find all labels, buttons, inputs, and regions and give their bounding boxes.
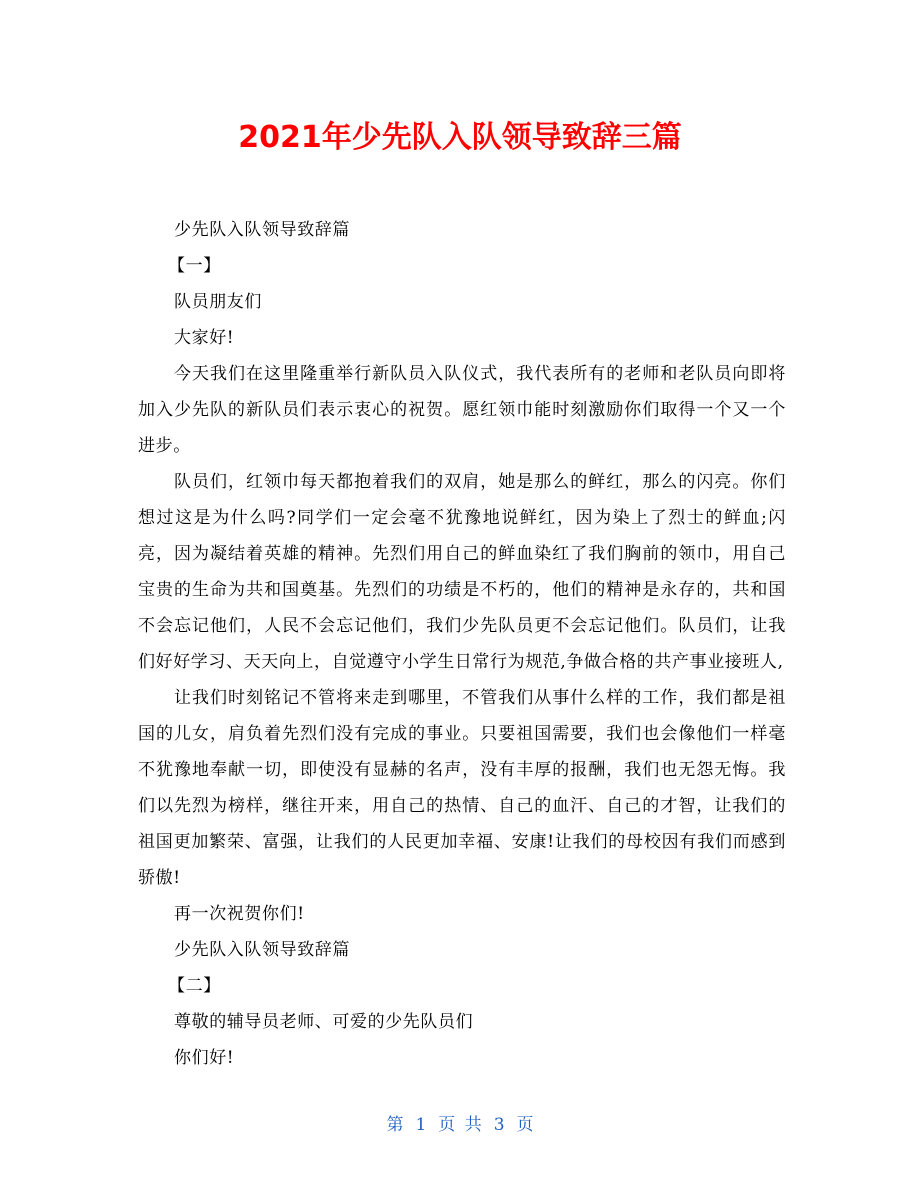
greeting-2: 你们好! [174, 1048, 235, 1068]
section-number-1: 【一】 [168, 256, 221, 276]
footer-prefix: 第 [386, 1115, 404, 1135]
salutation-1: 队员朋友们 [174, 292, 262, 312]
footer-suffix: 页 [516, 1115, 534, 1135]
body-paragraph: 让我们时刻铭记不管将来走到哪里，不管我们从事什么样的工作，我们都是祖国的儿女，肩负着先烈们没有完成的事业。只要祖国需要，我们也会像他们一样毫不犹豫地奉献一切，即使没有显赫的名声，没有丰厚的报酬，我们也无怨无悔。我们以先烈为榜样，继往开来，用自己的热情、自己的血汗、自己的才智，让我们的祖国更加繁荣、富强，让我们的人民更加幸福、安康!让我们的母校因有我们而感到骄傲! [138, 688, 786, 888]
footer-page-number: 1 [415, 1115, 427, 1135]
greeting-1: 大家好! [174, 328, 235, 348]
body-paragraph: 今天我们在这里隆重举行新队员入队仪式，我代表所有的老师和老队员向即将加入少先队的新队员们表示衷心的祝贺。愿红领巾能时刻激励你们取得一个又一个进步。 [138, 364, 786, 456]
section-number-2: 【二】 [168, 976, 221, 996]
document-title: 2021年少先队入队领导致辞三篇 [238, 120, 682, 155]
body-paragraph: 队员们，红领巾每天都抱着我们的双肩，她是那么的鲜红，那么的闪亮。你们想过这是为什么吗?同学们一定会毫不犹豫地说鲜红，因为染上了烈士的鲜血;闪亮，因为凝结着英雄的精神。先烈们用自己的鲜血染红了我们胸前的领巾，用自己宝贵的生命为共和国奠基。先烈们的功绩是不朽的，他们的精神是永存的，共和国不会忘记他们，人民不会忘记他们，我们少先队员更不会忘记他们。队员们，让我们好好学习、天天向上，自觉遵守小学生日常行为规范,争做合格的共产事业接班人, [138, 472, 786, 672]
page-footer [0, 1110, 920, 1140]
salutation-2: 尊敬的辅导员老师、可爱的少先队员们 [174, 1012, 474, 1032]
document-body [138, 212, 786, 1076]
section-heading-2: 少先队入队领导致辞篇 [174, 940, 350, 960]
section-heading-1: 少先队入队领导致辞篇 [174, 220, 350, 240]
closing-line: 再一次祝贺你们! [174, 904, 305, 924]
footer-middle: 页 共 [438, 1115, 482, 1135]
footer-total-pages: 3 [493, 1115, 505, 1135]
